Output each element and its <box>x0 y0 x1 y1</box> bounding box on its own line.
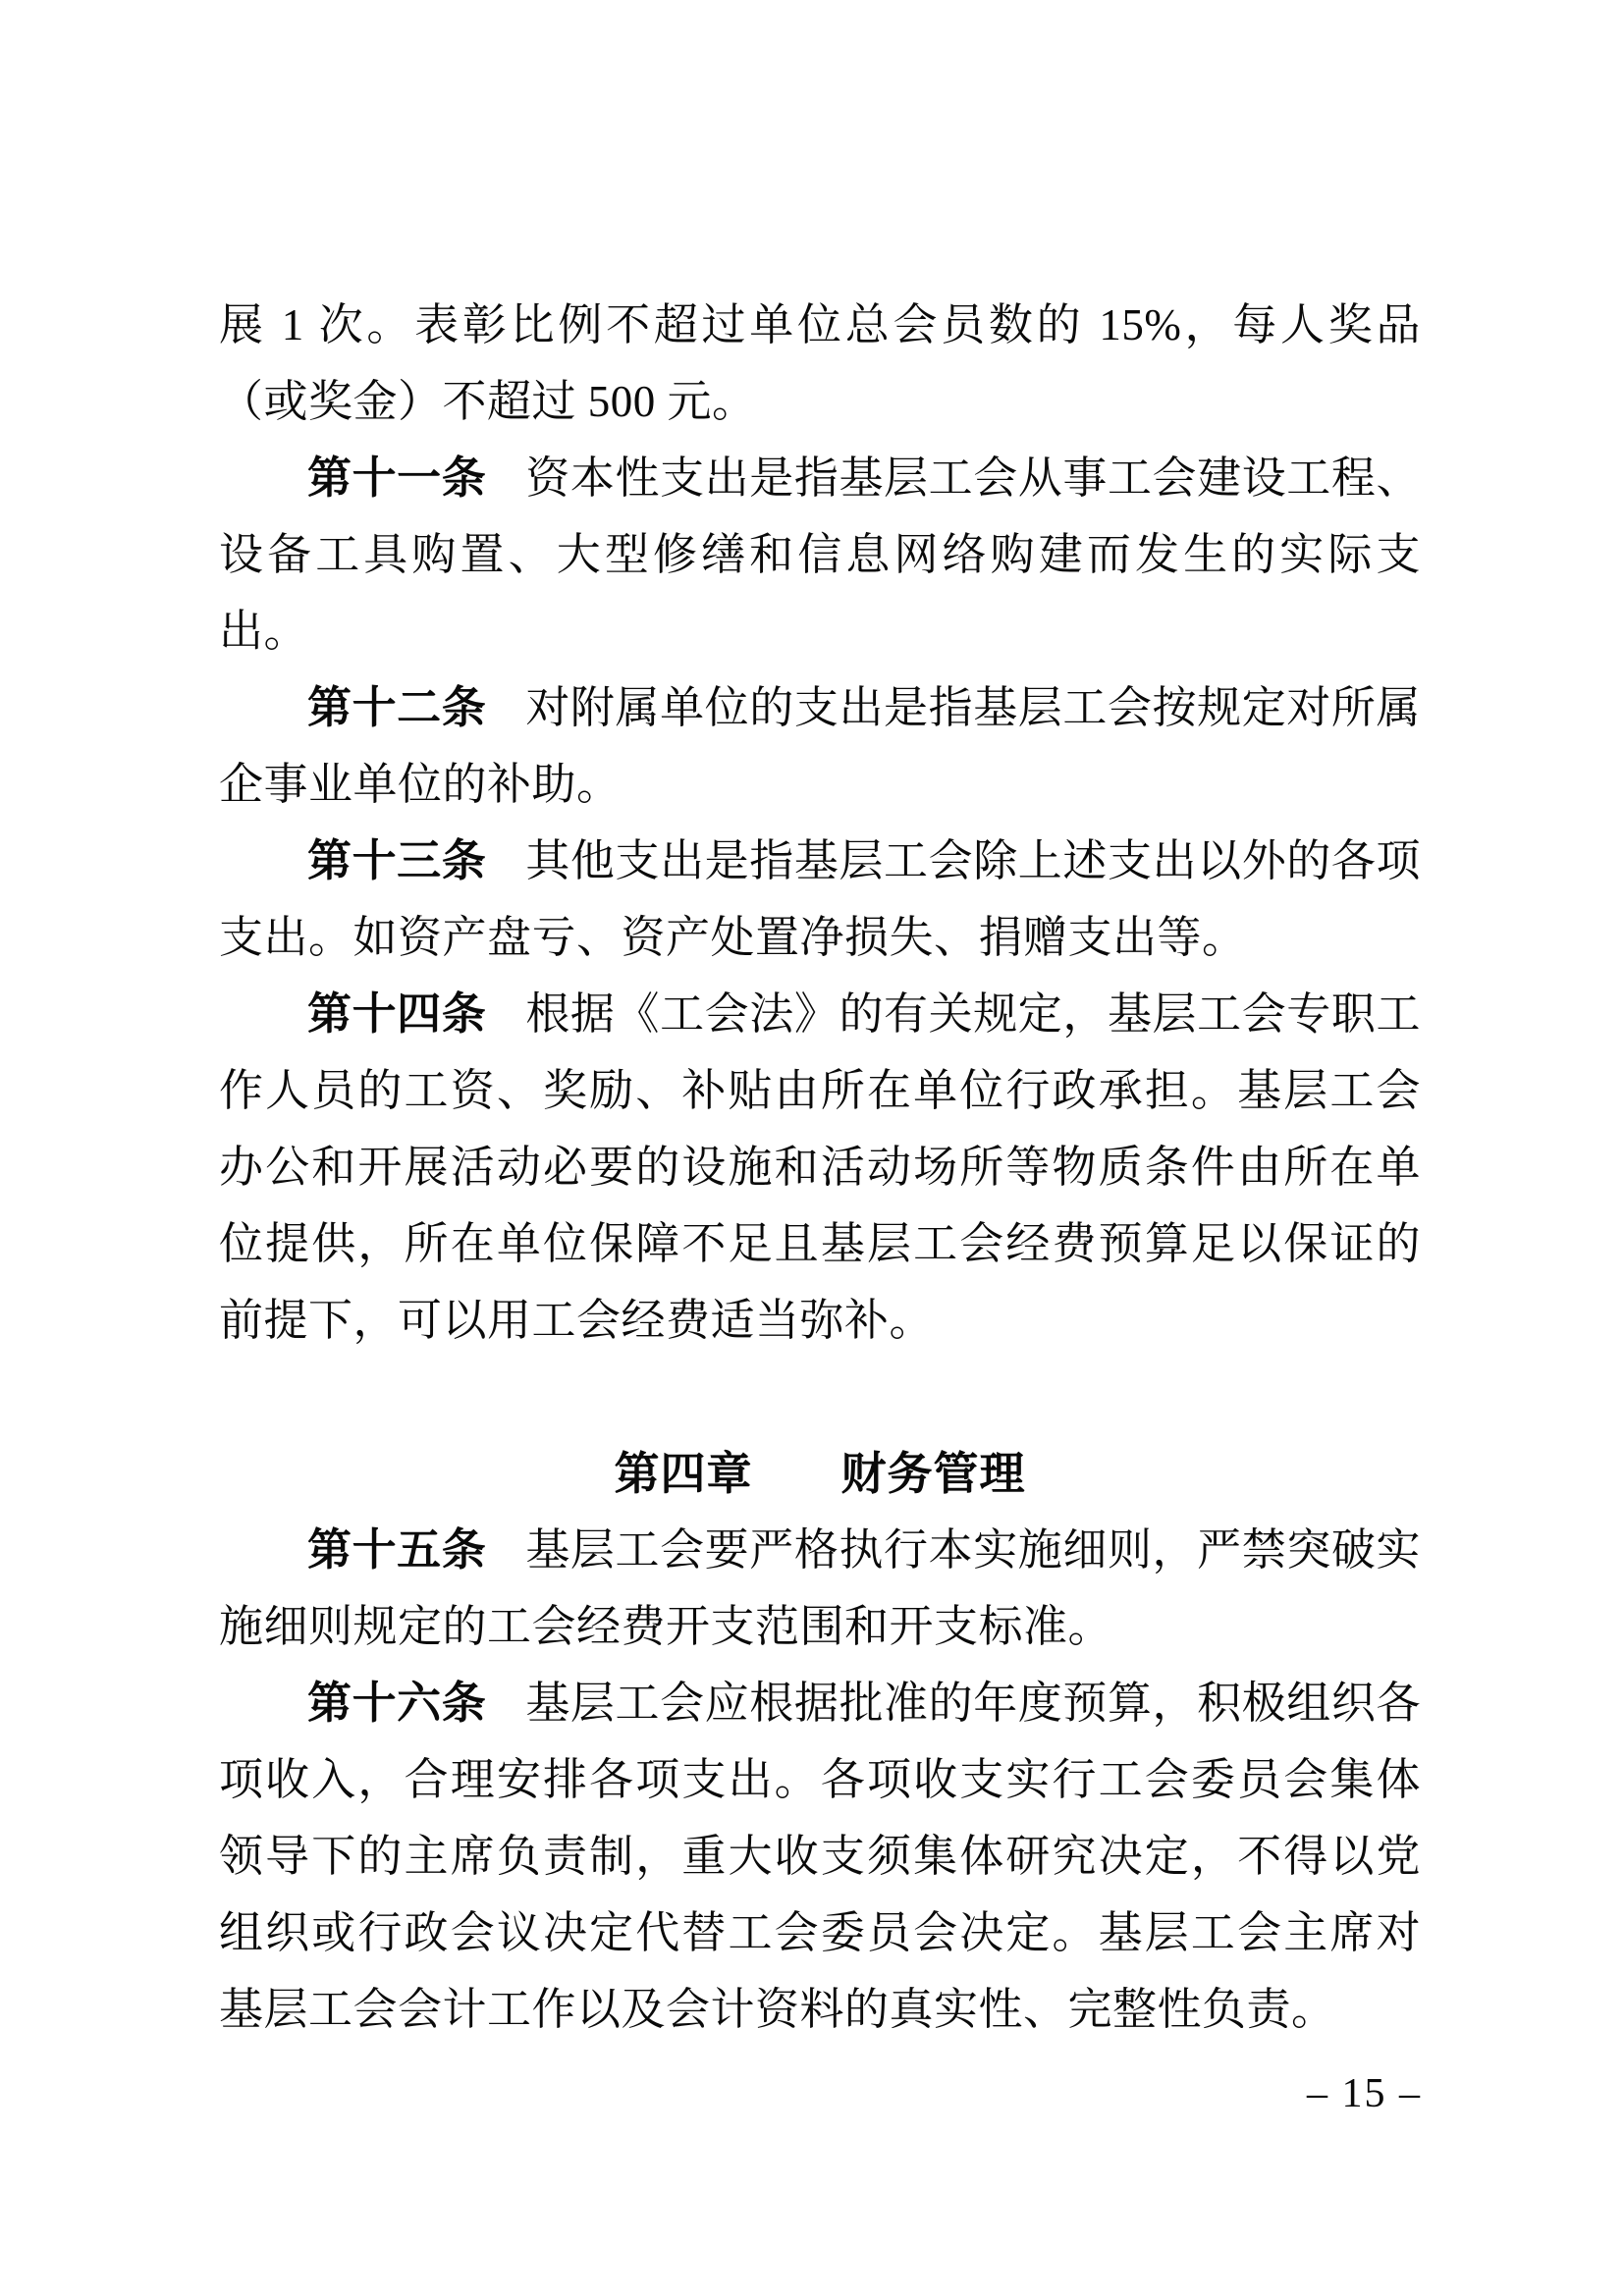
article-number: 第十三条 <box>307 836 487 885</box>
paragraph-text: 对附属单位的支出是指基层工会按规定对所属企事业单位的补助。 <box>219 683 1421 809</box>
paragraph-article-13 <box>219 823 1421 976</box>
paragraph-article-16 <box>219 1665 1421 2048</box>
page-number: – 15 – <box>1307 2071 1422 2116</box>
paragraph-article-14 <box>219 976 1421 1359</box>
paragraph-article-15 <box>219 1512 1421 1665</box>
chapter-title: 财务管理 <box>840 1448 1026 1499</box>
paragraph-text: 展 1 次。表彰比例不超过单位总会员数的 15%，每人奖品（或奖金）不超过 500 元。 <box>219 300 1421 426</box>
paragraph-text: 基层工会要严格执行本实施细则，严禁突破实施细则规定的工会经费开支范围和开支标准。 <box>219 1525 1421 1651</box>
article-number: 第十二条 <box>307 683 487 732</box>
article-number: 第十四条 <box>307 989 487 1039</box>
paragraph-article-12 <box>219 669 1421 823</box>
paragraph-article-11 <box>219 440 1421 669</box>
article-number: 第十五条 <box>307 1525 487 1575</box>
article-number: 第十一条 <box>307 454 487 503</box>
paragraph-text: 基层工会应根据批准的年度预算，积极组织各项收入，合理安排各项支出。各项收支实行工会委员会集体领导下的主席负责制，重大收支须集体研究决定，不得以党组织或行政会议决定代替工会委员会决定。基层工会主席对基层工会会计工作以及会计资料的真实性、完整性负责。 <box>219 1679 1421 2034</box>
paragraph-continuation <box>219 287 1421 440</box>
article-number: 第十六条 <box>307 1679 487 1728</box>
chapter-heading <box>219 1435 1421 1512</box>
paragraph-text: 根据《工会法》的有关规定，基层工会专职工作人员的工资、奖励、补贴由所在单位行政承担。基层工会办公和开展活动必要的设施和活动场所等物质条件由所在单位提供，所在单位保障不足且基层工会经费预算足以保证的前提下，可以用工会经费适当弥补。 <box>219 989 1421 1345</box>
paragraph-text: 其他支出是指基层工会除上述支出以外的各项支出。如资产盘亏、资产处置净损失、捐赠支出等。 <box>219 836 1421 962</box>
chapter-number: 第四章 <box>614 1448 753 1499</box>
document-body <box>219 287 1421 2048</box>
paragraph-text: 资本性支出是指基层工会从事工会建设工程、设备工具购置、大型修缮和信息网络购建而发生的实际支出。 <box>219 454 1421 656</box>
